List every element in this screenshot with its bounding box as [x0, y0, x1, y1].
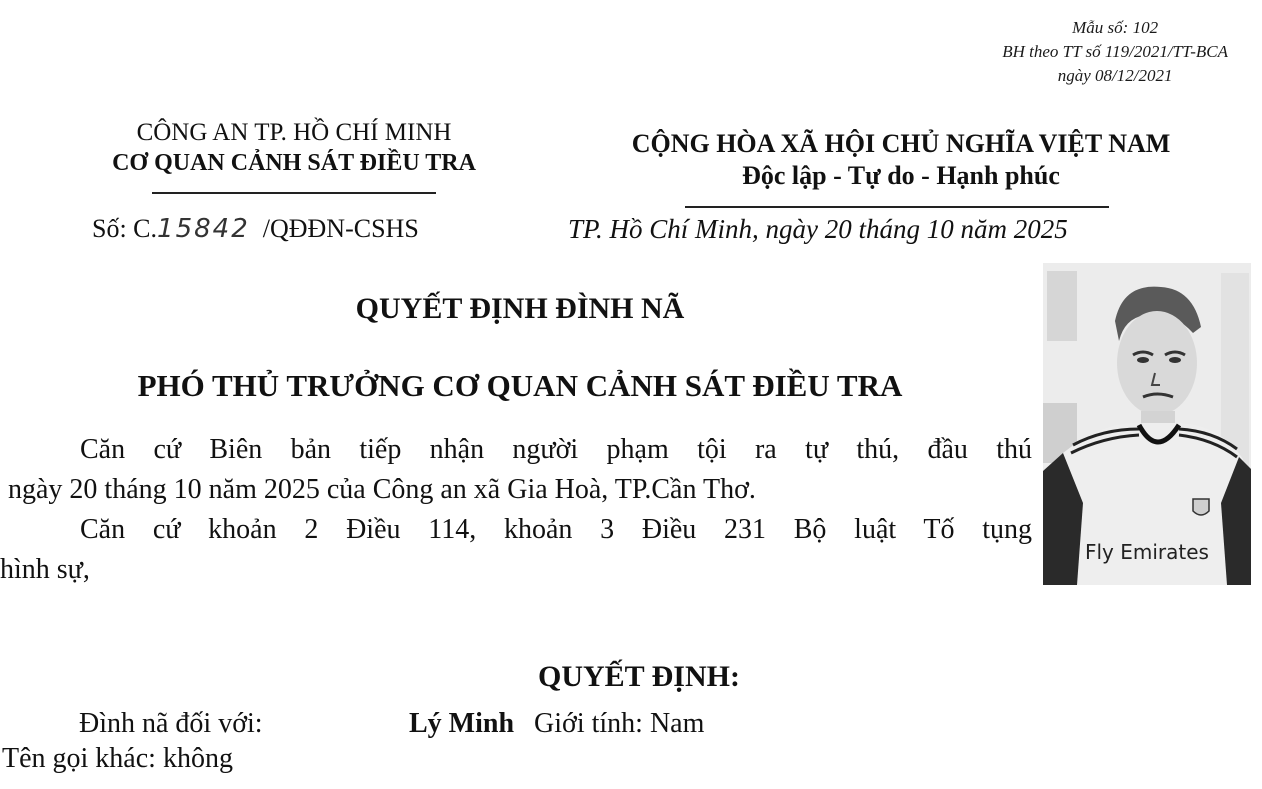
issuer-department: CƠ QUAN CẢNH SÁT ĐIỀU TRA — [112, 150, 476, 176]
form-reference — [1002, 16, 1228, 88]
issuer-underline — [152, 192, 436, 194]
form-issued-by: BH theo TT số 119/2021/TT-BCA — [1002, 42, 1228, 61]
authority-title: PHÓ THỦ TRƯỞNG CƠ QUAN CẢNH SÁT ĐIỀU TRA — [137, 368, 903, 403]
subject-name: Lý Minh — [409, 708, 515, 739]
form-issued-date: ngày 08/12/2021 — [1057, 66, 1173, 85]
basis-1-line2: ngày 20 tháng 10 năm 2025 của Công an xã Gia Hoà, TP.Cần Thơ. — [8, 474, 756, 505]
issuer-agency: CÔNG AN TP. HỒ CHÍ MINH — [136, 119, 452, 146]
doc-number-handwritten: 15842 — [157, 214, 250, 244]
basis-2-line1: Căn cứ khoản 2 Điều 114, khoản 3 Điều 231 Bộ luật Tố tụng — [80, 514, 1032, 545]
subject-alias: Tên gọi khác: không — [2, 743, 233, 774]
place-date: TP. Hồ Chí Minh, ngày 20 tháng 10 năm 2025 — [568, 214, 1068, 244]
basis-1-line1: Căn cứ Biên bản tiếp nhận người phạm tội ra tự thú, đầu thú — [80, 434, 1032, 465]
subject-label: Đình nã đối với: — [79, 708, 263, 739]
doc-number-prefix: Số: C. — [92, 214, 158, 243]
document-number — [92, 214, 419, 244]
issuer-header — [60, 118, 528, 178]
legal-basis — [0, 430, 1032, 590]
decision-heading-text: QUYẾT ĐỊNH: — [538, 660, 740, 693]
decision-heading — [0, 660, 1262, 694]
motto-underline — [685, 206, 1109, 208]
form-number: Mẫu số: 102 — [1072, 18, 1159, 37]
subject-photo — [1043, 263, 1251, 585]
national-motto: Độc lập - Tự do - Hạnh phúc — [742, 161, 1060, 190]
portrait-icon — [1043, 263, 1251, 585]
doc-number-suffix: /QĐĐN-CSHS — [262, 214, 419, 243]
basis-2-line2: hình sự, — [0, 554, 90, 585]
subject-row — [79, 708, 704, 740]
national-header — [562, 128, 1240, 192]
document-title: QUYẾT ĐỊNH ĐÌNH NÃ — [355, 292, 685, 325]
subject-gender: Giới tính: Nam — [534, 708, 705, 739]
shirt-sponsor-text: Fly Emirates — [1085, 540, 1209, 564]
nation-name: CỘNG HÒA XÃ HỘI CHỦ NGHĨA VIỆT NAM — [631, 129, 1171, 158]
